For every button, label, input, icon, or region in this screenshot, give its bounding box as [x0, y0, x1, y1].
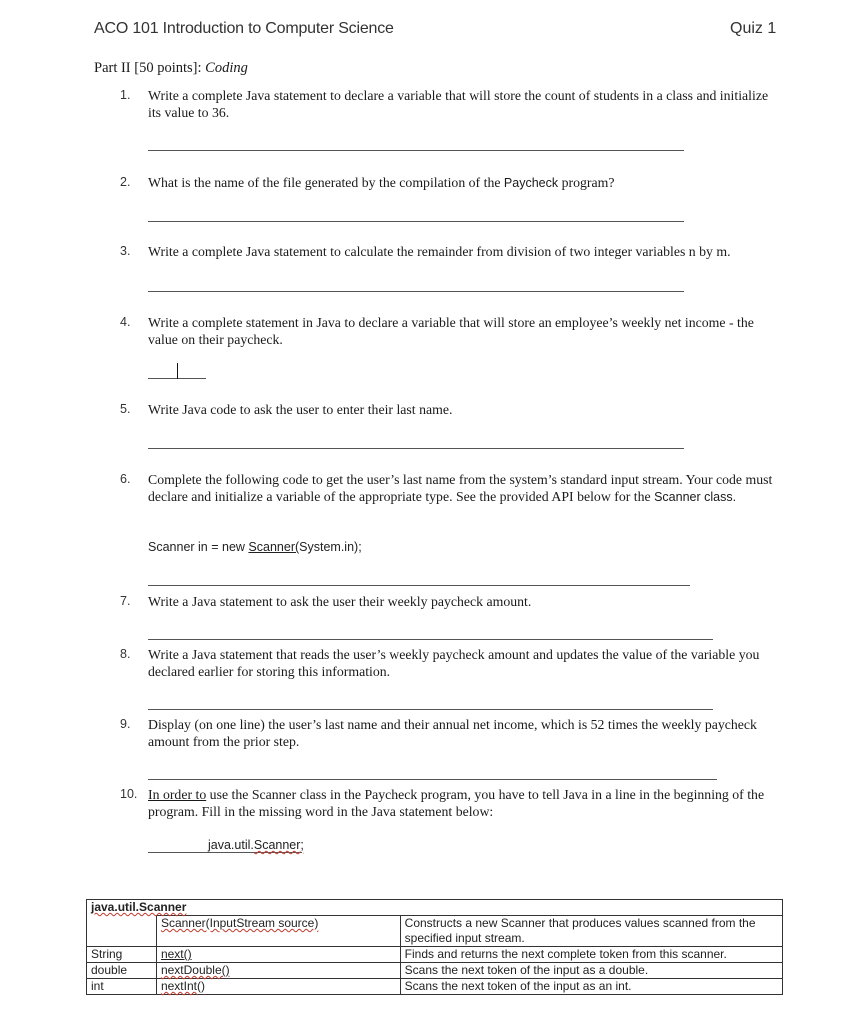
answer-line-2: [148, 221, 684, 222]
answer-line-6: [148, 585, 690, 586]
table-row: [87, 916, 783, 947]
description-cell: Scans the next token of the input as an int.: [400, 979, 782, 995]
question-number: 1.: [120, 88, 131, 102]
answer-line-3: [148, 291, 684, 292]
method-cell: next(): [156, 947, 400, 963]
question-number: 4.: [120, 315, 131, 329]
answer-line-9: [148, 779, 717, 780]
quiz-label: Quiz 1: [730, 20, 777, 37]
question-text: What is the name of the file generated by the compilation of the Paycheck program?: [148, 175, 615, 190]
scanner-constructor: Scanner(: [248, 540, 300, 554]
question-text: Write a Java statement that reads the user’s weekly paycheck amount and updates the value of the variable you declared earlier for storing this information.: [148, 647, 760, 679]
part-topic: Coding: [205, 60, 248, 76]
question-number: 8.: [120, 647, 131, 661]
method-cell: nextDouble(): [156, 963, 400, 979]
part-heading: [94, 60, 248, 77]
question-number: 10.: [120, 787, 138, 801]
answer-line-1: [148, 150, 684, 151]
scanner-code-line: Scanner in = new Scanner(System.in);: [148, 540, 362, 554]
table-row: int nextInt() Scans the next token of the input as an int.: [87, 979, 783, 995]
answer-line-5: [148, 448, 684, 449]
question-text: Write a complete Java statement to declare a variable that will store the count of students in a class and initialize its value to 36.: [148, 88, 769, 120]
table-row: double nextDouble() Scans the next token of the input as a double.: [87, 963, 783, 979]
question-text: Write a complete Java statement to calculate the remainder from division of two integer variables n by m.: [148, 244, 731, 259]
question-text: Write a complete statement in Java to declare a variable that will store an employee’s weekly net income - the value on their paycheck.: [148, 315, 754, 347]
scanner-api-table: [86, 899, 783, 995]
course-title: ACO 101 Introduction to Computer Science: [94, 20, 394, 37]
program-name: Paycheck: [503, 176, 559, 190]
question-text: Display (on one line) the user’s last name and their annual net income, which is 52 times the weekly paycheck amount from the prior step.: [148, 717, 757, 749]
question-text: Write Java code to ask the user to enter their last name.: [148, 402, 453, 417]
method-cell: nextInt(): [156, 979, 400, 995]
question-number: 6.: [120, 472, 131, 486]
question-text: Write a Java statement to ask the user their weekly paycheck amount.: [148, 594, 532, 609]
question-number: 5.: [120, 402, 131, 416]
question-number: 3.: [120, 244, 131, 258]
part-label: Part II [50 points]:: [94, 60, 202, 76]
question-number: 7.: [120, 594, 131, 608]
description-cell: Scans the next token of the input as a double.: [400, 963, 782, 979]
import-statement: java.util.Scanner;: [208, 838, 304, 852]
description-cell: Constructs a new Scanner that produces values scanned from the specified input stream.: [400, 916, 782, 947]
question-number: 9.: [120, 717, 131, 731]
table-row: String next() Finds and returns the next complete token from this scanner.: [87, 947, 783, 963]
text-cursor: [177, 363, 178, 379]
answer-line-10: [148, 852, 302, 853]
question-number: 2.: [120, 175, 131, 189]
method-cell: Scanner(InputStream source): [156, 916, 400, 947]
description-cell: Finds and returns the next complete token from this scanner.: [400, 947, 782, 963]
answer-line-7: [148, 639, 713, 640]
question-text: Complete the following code to get the user’s last name from the system’s standard input stream. Your code must declare and initialize a variable of the appropriate type. See the provided API below for the Scanner class.: [148, 472, 773, 504]
api-table-title: java.util.Scanner: [87, 900, 783, 916]
question-text: In order to use the Scanner class in the Paycheck program, you have to tell Java in a line in the beginning of the program. Fill in the missing word in the Java statement below:: [148, 787, 765, 819]
answer-line-8: [148, 709, 713, 710]
